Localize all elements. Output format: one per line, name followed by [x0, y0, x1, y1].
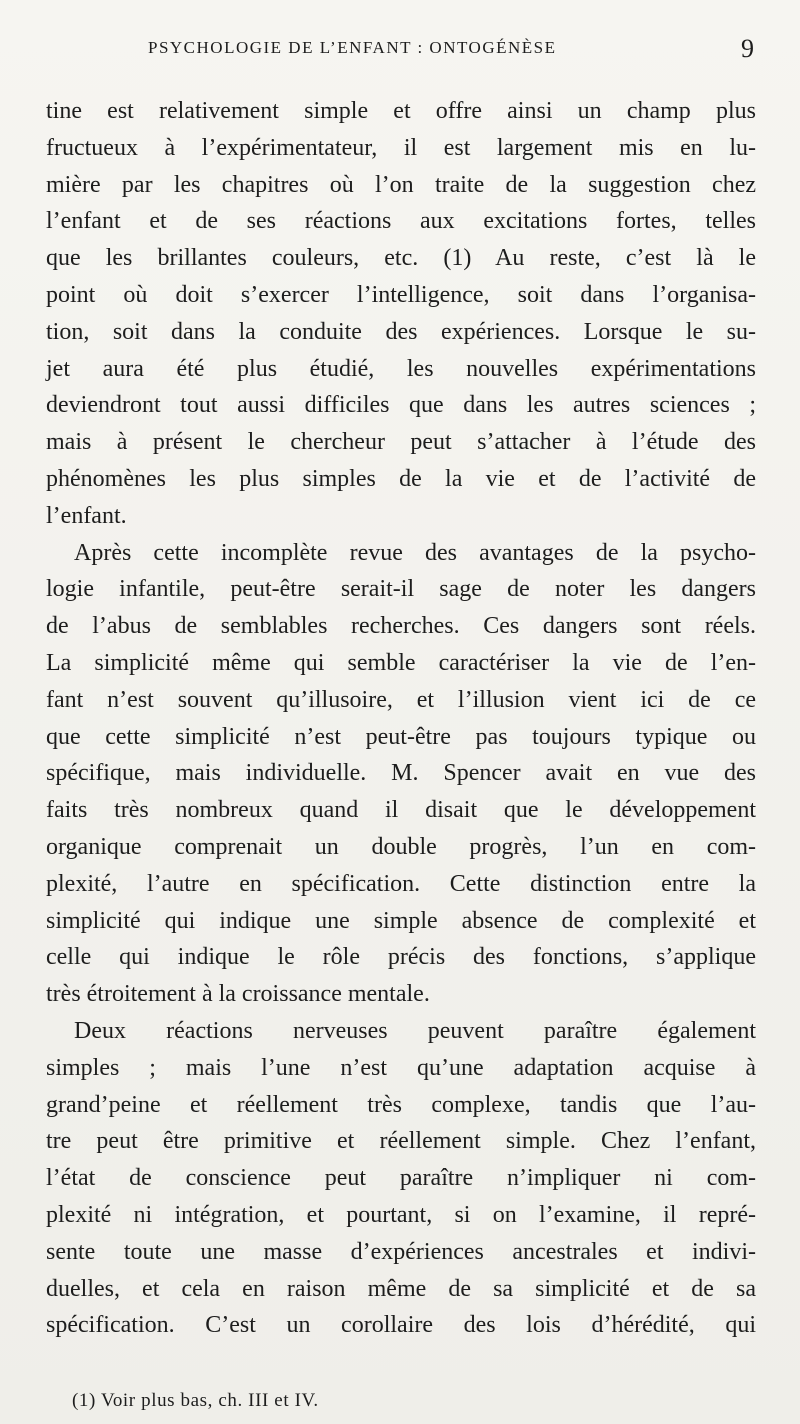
text-line: très étroitement à la croissance mentale.	[46, 981, 430, 1008]
text-line: phénomènes les plus simples de la vie et de l’activité de	[46, 465, 756, 492]
text-line: de l’abus de semblables recherches. Ces dangers sont réels.	[46, 613, 756, 640]
text-line: que cette simplicité n’est peut-être pas toujours typique ou	[46, 723, 756, 750]
page-number: 9	[741, 34, 754, 63]
text-line: l’enfant.	[46, 502, 127, 529]
text-line: grand’peine et réellement très complexe, tandis que l’au-	[46, 1091, 756, 1118]
text-line: deviendront tout aussi difficiles que dans les autres sciences ;	[46, 392, 756, 419]
text-line: spécification. C’est un corollaire des lois d’hérédité, qui	[46, 1312, 756, 1339]
text-line: duelles, et cela en raison même de sa simplicité et de sa	[46, 1275, 756, 1302]
text-line: que les brillantes couleurs, etc. (1) Au reste, c’est là le	[46, 245, 756, 272]
text-line: tion, soit dans la conduite des expériences. Lorsque le su-	[46, 318, 756, 345]
text-line: l’état de conscience peut paraître n’impliquer ni com-	[46, 1165, 756, 1192]
text-line: plexité, l’autre en spécification. Cette distinction entre la	[46, 870, 756, 897]
text-line: fructueux à l’expérimentateur, il est largement mis en lu-	[46, 134, 756, 161]
text-line: logie infantile, peut-être serait-il sage de noter les dangers	[46, 576, 756, 603]
text-line: point où doit s’exercer l’intelligence, soit dans l’organisa-	[46, 281, 756, 308]
text-line: simplicité qui indique une simple absence de complexité et	[46, 907, 756, 934]
text-line: sente toute une masse d’expériences ancestrales et indivi-	[46, 1238, 756, 1265]
running-head: PSYCHOLOGIE DE L’ENFANT : ONTOGÉNÈSE	[148, 38, 557, 57]
text-line: jet aura été plus étudié, les nouvelles expérimentations	[46, 355, 756, 382]
text-line: celle qui indique le rôle précis des fonctions, s’applique	[46, 944, 756, 971]
text-line: tre peut être primitive et réellement simple. Chez l’enfant,	[46, 1128, 756, 1155]
text-line: faits très nombreux quand il disait que le développement	[46, 797, 756, 824]
text-line: l’enfant et de ses réactions aux excitations fortes, telles	[46, 208, 756, 235]
text-line: simples ; mais l’une n’est qu’une adaptation acquise à	[46, 1054, 756, 1081]
text-line: fant n’est souvent qu’illusoire, et l’illusion vient ici de ce	[46, 686, 756, 713]
text-line: mière par les chapitres où l’on traite de la suggestion chez	[46, 171, 756, 198]
text-line: plexité ni intégration, et pourtant, si on l’examine, il repré-	[46, 1201, 756, 1228]
text-line: tine est relativement simple et offre ainsi un champ plus	[46, 98, 756, 124]
text-line: mais à présent le chercheur peut s’attacher à l’étude des	[46, 429, 756, 456]
paragraph-start-line: Deux réactions nerveuses peuvent paraître également	[74, 1017, 756, 1044]
body-text	[46, 93, 756, 1344]
text-line: organique comprenait un double progrès, l’un en com-	[46, 833, 756, 860]
footnote: (1) Voir plus bas, ch. III et IV.	[72, 1390, 319, 1411]
text-line: spécifique, mais individuelle. M. Spencer avait en vue des	[46, 760, 756, 787]
text-line: La simplicité même qui semble caractériser la vie de l’en-	[46, 649, 756, 676]
paragraph-start-line: Après cette incomplète revue des avantages de la psycho-	[74, 539, 756, 566]
